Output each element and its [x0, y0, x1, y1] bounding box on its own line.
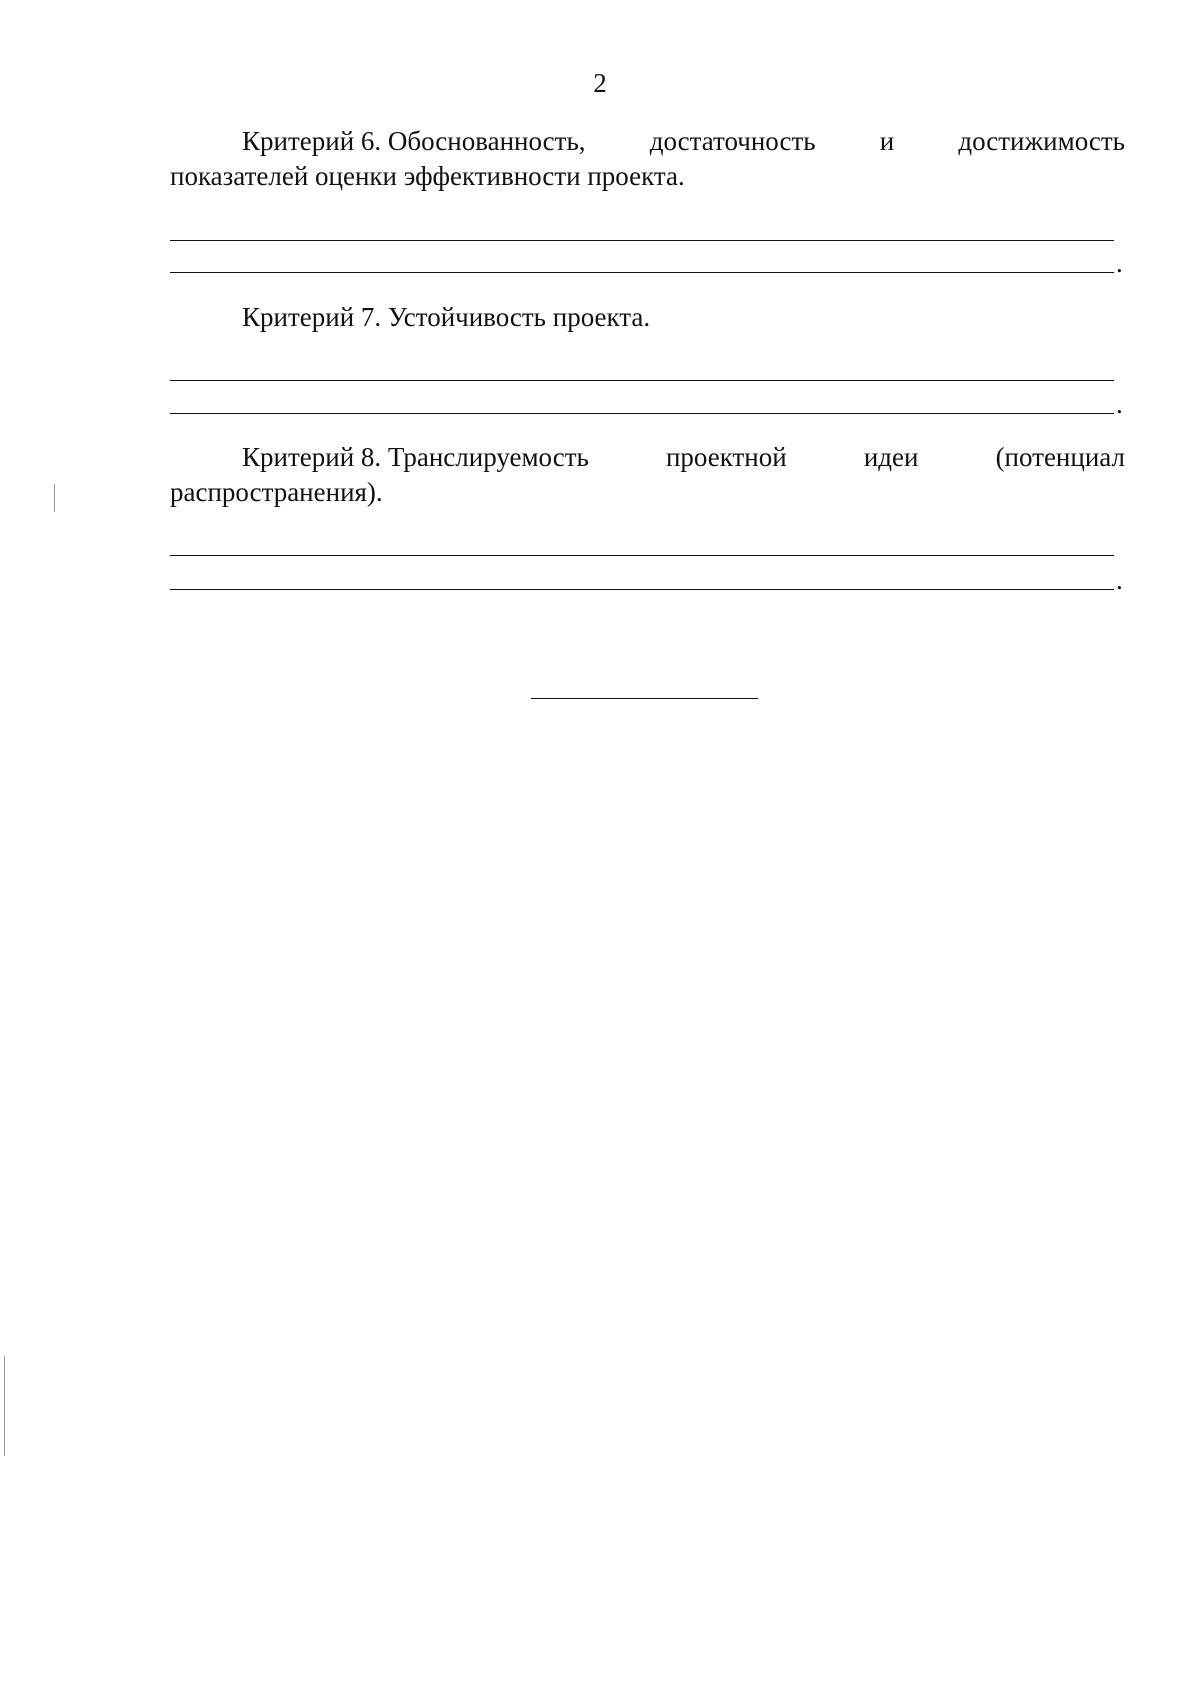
criterion-6-word-3: и: [879, 126, 895, 156]
criterion-8-answer-line-2: [170, 589, 1114, 590]
criterion-8-second-line: распространения).: [170, 477, 383, 507]
criterion-6-end-mark: .: [1116, 248, 1123, 278]
criterion-6-word-1: Критерий 6. Обоснованность,: [242, 126, 586, 156]
criterion-8-end-mark: .: [1116, 565, 1123, 595]
criterion-8-word-1: Критерий 8. Транслируемость: [242, 442, 589, 472]
criterion-6-first-line: [170, 124, 1125, 159]
criterion-7-end-mark: .: [1116, 389, 1123, 419]
criterion-8-word-4: (потенциал: [995, 442, 1125, 472]
criterion-6-text: [170, 124, 1125, 194]
page-number: 2: [593, 68, 607, 98]
criterion-8-text: [170, 440, 1125, 510]
criterion-8-first-line: [170, 440, 1125, 475]
criterion-7-first-line: Критерий 7. Устойчивость проекта.: [242, 302, 651, 332]
criterion-6-answer-line-2: [170, 272, 1114, 273]
scan-artifact: [4, 1356, 5, 1456]
closing-separator-line: [531, 698, 758, 699]
criterion-6-second-line: показателей оценки эффективности проекта.: [170, 161, 685, 191]
criterion-8-answer-line-1: [170, 555, 1114, 556]
criterion-7-answer-line-1: [170, 380, 1114, 381]
criterion-6-word-4: достижимость: [958, 126, 1125, 156]
scan-artifact: [54, 484, 55, 512]
criterion-7-answer-line-2: [170, 413, 1114, 414]
criterion-7-text: [170, 300, 1125, 335]
criterion-8-word-2: проектной: [665, 442, 787, 472]
criterion-6-word-2: достаточность: [649, 126, 816, 156]
criterion-8-word-3: идеи: [863, 442, 919, 472]
criterion-6-answer-line-1: [170, 240, 1114, 241]
